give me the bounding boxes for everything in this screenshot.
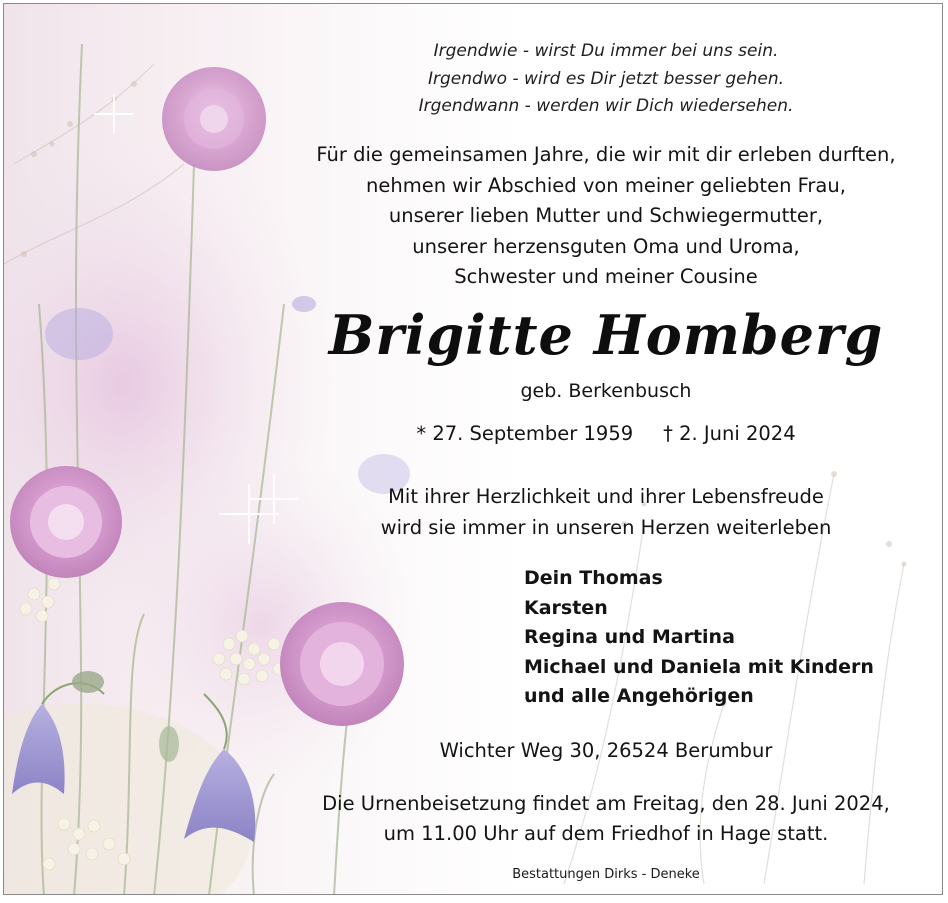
scabiosa-flower-main [280,602,404,726]
scabiosa-flower-top [162,67,266,171]
farewell-intro [272,140,940,293]
funeral-home: Bestattungen Dirks - Deneke [512,867,700,882]
funeral-line: um 11.00 Uhr auf dem Friedhof in Hage statt. [383,821,829,845]
mourners-list [524,564,874,712]
birth-date: * 27. September 1959 [416,422,634,445]
memorial-poem [272,38,940,121]
intro-line: unserer herzensguten Oma und Uroma, [412,234,800,258]
remembrance-line: wird sie immer in unseren Herzen weiterleben [380,515,832,539]
funeral-line: Die Urnenbeisetzung findet am Freitag, den 28. Juni 2024, [322,792,890,815]
mourner: Regina und Martina [524,626,735,648]
mourner: und alle Angehörigen [524,685,754,707]
remembrance-text [272,482,940,543]
death-date: † 2. Juni 2024 [663,422,796,445]
maiden-name: geb. Berkenbusch [520,380,692,402]
mourner: Michael und Daniela mit Kindern [524,655,874,678]
funeral-details [272,789,940,848]
life-dates [272,420,940,448]
mourner: Dein Thomas [524,567,663,589]
intro-line: unserer lieben Mutter und Schwiegermutter, [388,204,824,227]
scabiosa-flower-left [10,466,122,578]
poem-line: Irgendwann - werden wir Dich wiedersehen. [418,96,794,116]
family-address: Wichter Weg 30, 26524 Berumbur [439,739,773,762]
intro-line: Für die gemeinsamen Jahre, die wir mit dir erleben durften, [316,143,896,166]
mourner: Karsten [524,596,608,619]
deceased-name: Brigitte Homberg [328,303,884,367]
poem-line: Irgendwo - wird es Dir jetzt besser gehen. [427,68,785,89]
intro-line: nehmen wir Abschied von meiner geliebten Frau, [366,173,846,197]
obituary-notice [3,3,943,895]
remembrance-line: Mit ihrer Herzlichkeit und ihrer Lebensfreude [388,485,824,508]
intro-line: Schwester und meiner Cousine [454,265,758,288]
poem-line: Irgendwie - wirst Du immer bei uns sein. [433,41,779,61]
